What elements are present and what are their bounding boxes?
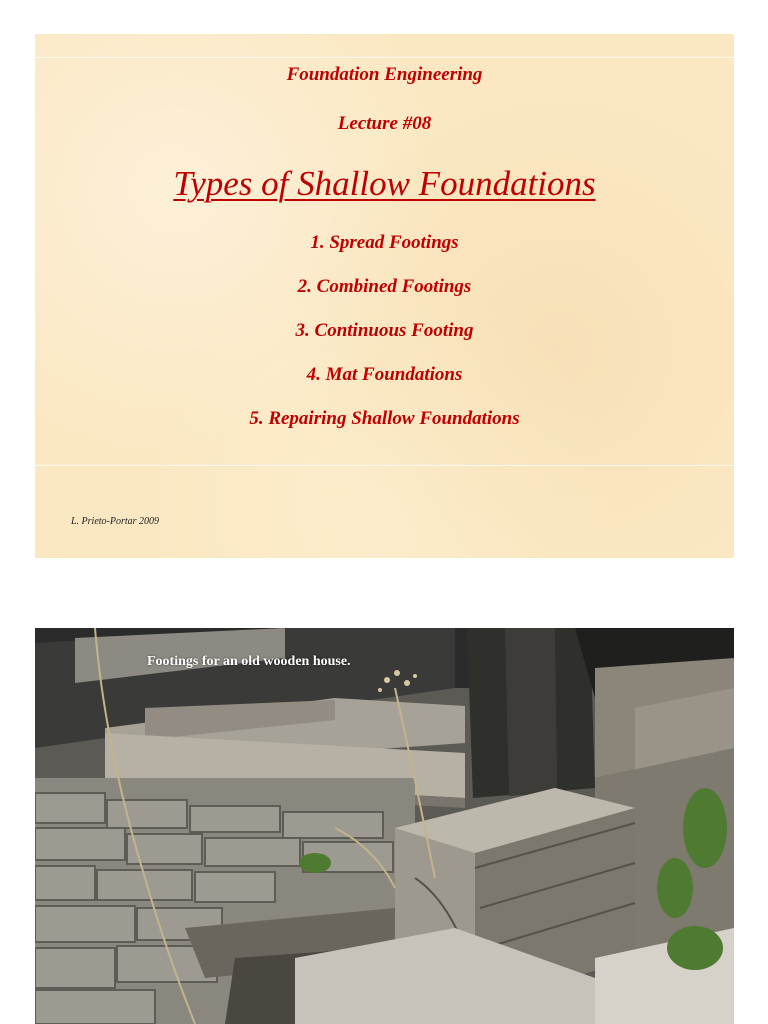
bottom-divider [35, 465, 734, 466]
slide-title: Types of Shallow Foundations [173, 164, 596, 203]
author-credit: L. Prieto-Portar 2009 [71, 516, 160, 527]
topic-item: 2. Combined Footings [297, 276, 472, 297]
course-name: Foundation Engineering [286, 64, 483, 85]
slide-lecture-title [35, 34, 734, 558]
topic-item: 4. Mat Foundations [306, 364, 463, 385]
lecture-number: Lecture #08 [337, 113, 432, 134]
topic-item: 3. Continuous Footing [295, 320, 474, 341]
topic-list [35, 231, 734, 451]
photo-caption: Footings for an old wooden house. [147, 654, 351, 669]
top-divider [35, 57, 734, 58]
slide-photo-footings [35, 628, 734, 1024]
footing-photo [35, 628, 734, 1024]
topic-item: 1. Spread Footings [310, 232, 459, 253]
topic-item: 5. Repairing Shallow Foundations [249, 408, 520, 429]
